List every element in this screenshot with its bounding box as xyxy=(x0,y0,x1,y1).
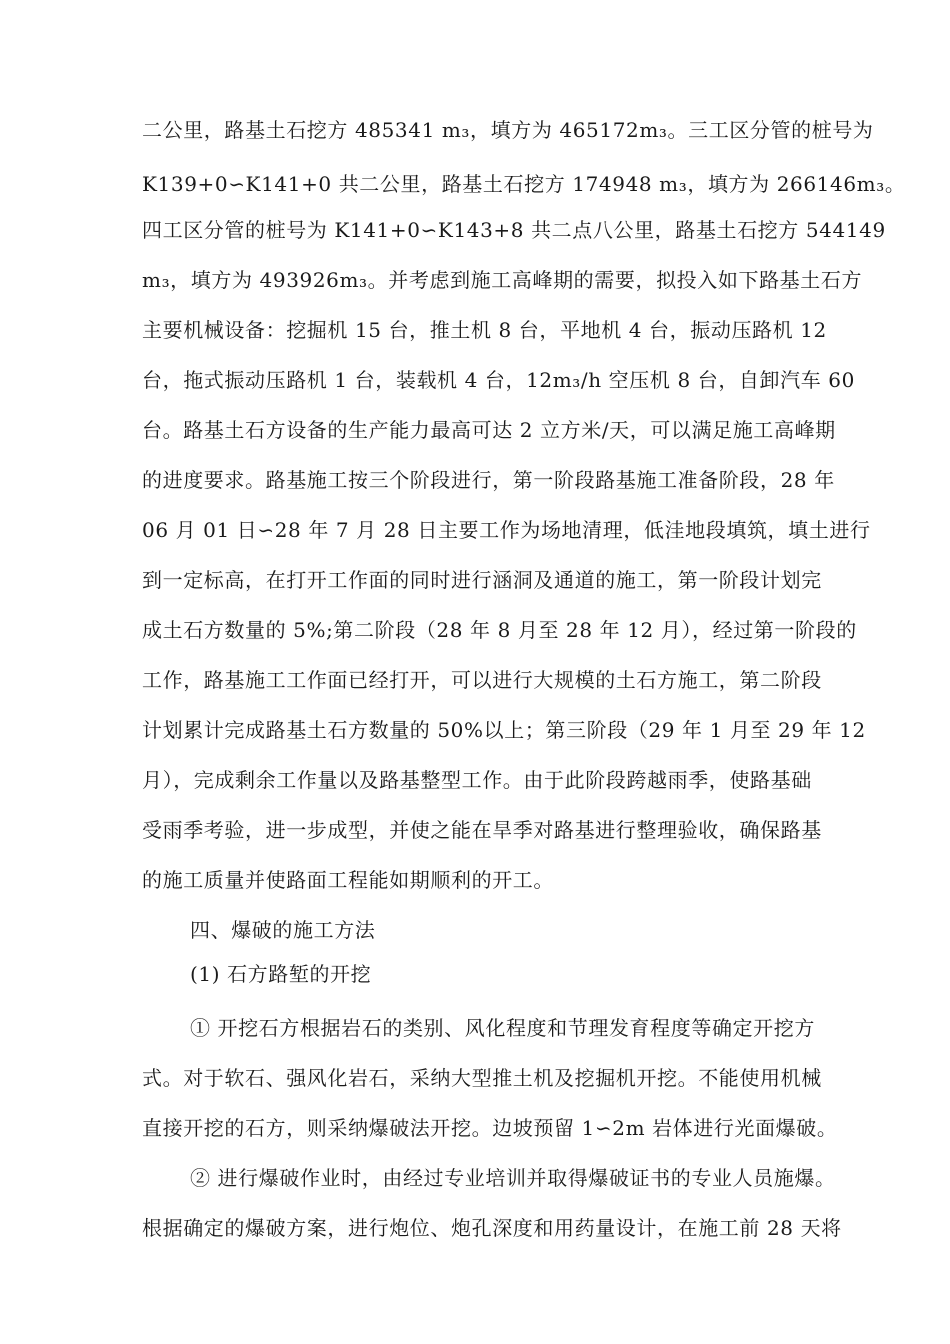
paragraph-line: 直接开挖的石方，则采纳爆破法开挖。边坡预留 1∽2m 岩体进行光面爆破。 xyxy=(142,1116,838,1140)
body-text-line: 台，拖式振动压路机 1 台，装载机 4 台，12m₃/h 空压机 8 台，自卸汽车 60 xyxy=(142,368,855,392)
body-text-line: 成土石方数量的 5%;第二阶段（28 年 8 月至 28 年 12 月），经过第一阶段的 xyxy=(142,618,857,642)
paragraph-line: 根据确定的爆破方案，进行炮位、炮孔深度和用药量设计，在施工前 28 天将 xyxy=(142,1216,842,1240)
paragraph-line: ② 进行爆破作业时，由经过专业培训并取得爆破证书的专业人员施爆。 xyxy=(190,1166,836,1190)
body-text-line: 到一定标高，在打开工作面的同时进行涵洞及通道的施工，第一阶段计划完 xyxy=(142,568,822,592)
paragraph-line: ① 开挖石方根据岩石的类别、风化程度和节理发育程度等确定开挖方 xyxy=(190,1016,815,1040)
body-text-line: 受雨季考验，进一步成型，并使之能在旱季对路基进行整理验收，确保路基 xyxy=(142,818,822,842)
body-text-line: 计划累计完成路基土石方数量的 50%以上；第三阶段（29 年 1 月至 29 年 12 xyxy=(142,718,866,742)
body-text-line: 的进度要求。路基施工按三个阶段进行，第一阶段路基施工准备阶段，28 年 xyxy=(142,468,835,492)
body-text-line: 工作，路基施工工作面已经打开，可以进行大规模的土石方施工，第二阶段 xyxy=(142,668,822,692)
body-text-line: 的施工质量并使路面工程能如期顺利的开工。 xyxy=(142,868,554,892)
body-text-line: K139+0∽K141+0 共二公里，路基土石挖方 174948 m₃，填方为 266146m₃。 xyxy=(142,172,906,196)
body-text-line: 四工区分管的桩号为 K141+0∽K143+8 共二点八公里，路基土石挖方 544149 xyxy=(142,218,886,242)
section-heading: 四、爆破的施工方法 xyxy=(190,918,376,942)
body-text-line: m₃，填方为 493926m₃。并考虑到施工高峰期的需要，拟投入如下路基土石方 xyxy=(142,268,863,292)
body-text-line: 台。路基土石方设备的生产能力最高可达 2 立方米/天，可以满足施工高峰期 xyxy=(142,418,836,442)
body-text-line: 月），完成剩余工作量以及路基整型工作。由于此阶段跨越雨季，使路基础 xyxy=(142,768,812,792)
paragraph-line: 式。对于软石、强风化岩石，采纳大型推土机及挖掘机开挖。不能使用机械 xyxy=(142,1066,822,1090)
body-text-line: 二公里，路基土石挖方 485341 m₃，填方为 465172m₃。三工区分管的桩号为 xyxy=(142,118,874,142)
body-text-line: 主要机械设备：挖掘机 15 台，推土机 8 台，平地机 4 台，振动压路机 12 xyxy=(142,318,827,342)
body-text-line: 06 月 01 日∽28 年 7 月 28 日主要工作为场地清理，低洼地段填筑，填土进行 xyxy=(142,518,871,542)
subsection-heading: (1) 石方路堑的开挖 xyxy=(190,962,372,986)
